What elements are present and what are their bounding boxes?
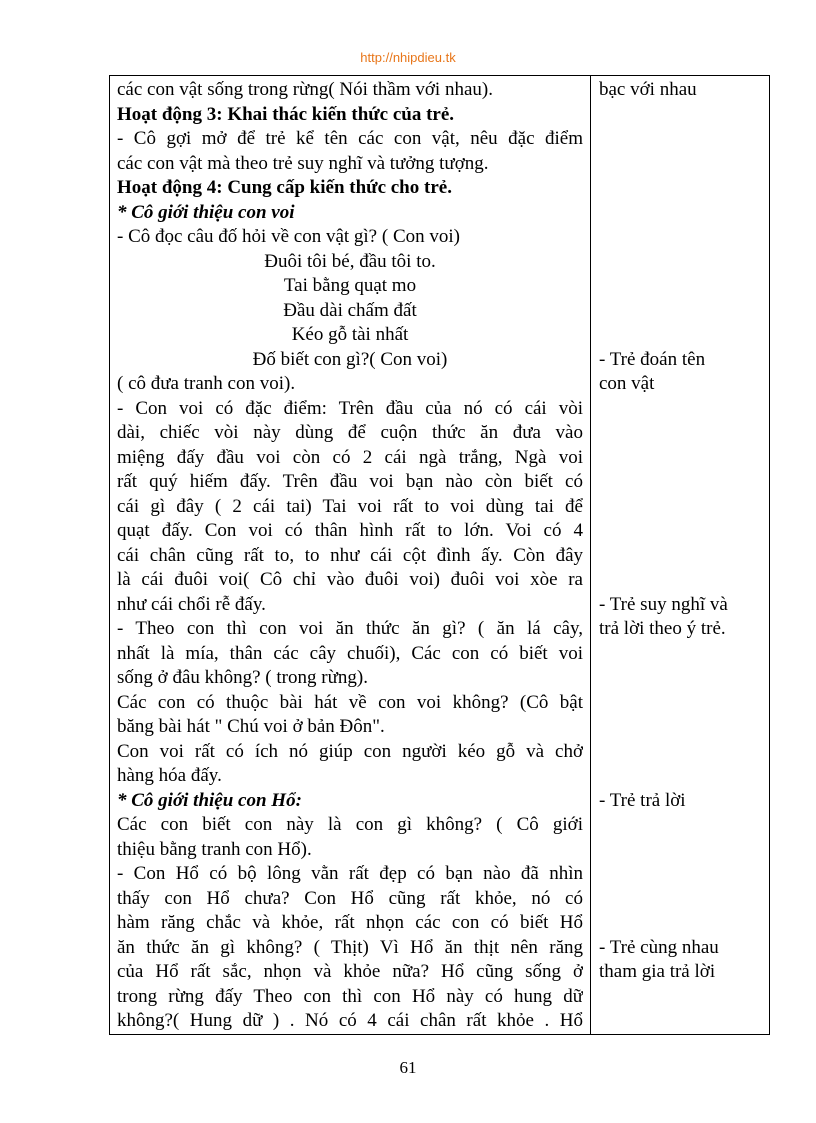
response-note: bạc với nhau: [599, 79, 697, 100]
text-line: - Cô gợi mở để trẻ kể tên các con vật, nêu đặc điểm: [117, 128, 583, 149]
text-line: Kéo gỗ tài nhất: [291, 324, 409, 345]
text-line: Con voi rất có ích nó giúp con người kéo gỗ và chở: [117, 740, 583, 762]
text-line: các con vật mà theo trẻ suy nghĩ và tưởng tượng.: [117, 152, 489, 174]
text-line: hàng hóa đấy.: [117, 765, 222, 786]
text-line: các con vật sống trong rừng( Nói thầm với nhau).: [117, 79, 493, 100]
text-line: Đố biết con gì?( Con voi): [252, 348, 448, 370]
text-line: * Cô giới thiệu con Hổ:: [117, 789, 302, 811]
page-number: 61: [399, 1058, 417, 1077]
text-line: hàm răng chắc và khỏe, rất nhọn các con có biết Hổ: [117, 912, 583, 933]
text-line: Đầu dài chấm đất: [283, 299, 417, 321]
text-line: thấy con Hổ chưa? Con Hổ cũng rất khỏe, nó có: [117, 887, 583, 909]
text-line: - Theo con thì con voi ăn thức ăn gì? ( ăn lá cây,: [117, 618, 583, 639]
text-line: ăn thức ăn gì không? ( Thịt) Vì Hổ ăn thịt nên răng: [117, 936, 583, 958]
text-line: băng bài hát " Chú voi ở bản Đôn".: [117, 716, 385, 737]
lesson-table: [109, 75, 770, 1035]
activity-column: [110, 76, 591, 1035]
text-line: * Cô giới thiệu con voi: [117, 201, 295, 223]
text-line: như cái chổi rễ đấy.: [117, 593, 266, 615]
text-line: thiệu bằng tranh con Hổ).: [117, 838, 312, 860]
text-line: - Con voi có đặc điểm: Trên đầu của nó có cái vòi: [117, 397, 583, 419]
text-line: Tai bằng quạt mo: [283, 275, 417, 296]
header-url: http://nhipdieu.tk: [360, 50, 456, 65]
text-line: rất quý hiếm đấy. Trên đầu voi bạn nào còn biết có: [117, 471, 583, 492]
child-response-column: [591, 76, 770, 1035]
response-note: - Trẻ cùng nhau: [599, 936, 719, 958]
text-line: - Cô đọc câu đố hỏi về con vật gì? ( Con voi): [117, 226, 460, 247]
text-line: cái chân cũng rất to, to như cái cột đình ấy. Còn đây: [117, 544, 583, 566]
text-line: miệng đấy đầu voi còn có 2 cái ngà trắng, Ngà voi: [117, 446, 583, 468]
text-line: quạt đấy. Con voi có thân hình rất to lớn. Voi có 4: [117, 520, 583, 541]
text-line: của Hổ rất sắc, nhọn và khỏe nữa? Hổ cũng sống ở: [117, 961, 583, 982]
text-line: Hoạt động 4: Cung cấp kiến thức cho trẻ.: [117, 177, 452, 198]
text-line: ( cô đưa tranh con voi).: [117, 373, 296, 394]
response-note: - Trẻ suy nghĩ và: [599, 593, 728, 615]
text-line: là cái đuôi voi( Cô chỉ vào đuôi voi) đuôi voi xòe ra: [117, 569, 583, 590]
activity-text: [110, 76, 590, 1034]
text-line: dài, chiếc vòi này dùng để cuộn thức ăn đưa vào: [117, 422, 583, 443]
text-line: sống ở đâu không? ( trong rừng).: [117, 667, 368, 688]
text-line: cái gì đây ( 2 cái tai) Tai voi rất to voi dùng tai để: [117, 495, 583, 517]
text-line: Các con có thuộc bài hát về con voi không? (Cô bật: [117, 691, 583, 713]
text-line: Đuôi tôi bé, đầu tôi to.: [264, 250, 436, 272]
response-note: - Trẻ đoán tên: [599, 348, 706, 370]
response-note: tham gia trả lời: [599, 961, 716, 982]
response-note: trả lời theo ý trẻ.: [599, 618, 726, 639]
text-line: Hoạt động 3: Khai thác kiến thức của trẻ.: [117, 103, 455, 125]
text-line: không?( Hung dữ ) . Nó có 4 cái chân rất khỏe . Hổ: [117, 1010, 583, 1031]
text-line: - Con Hổ có bộ lông vằn rất đẹp có bạn nào đã nhìn: [117, 863, 583, 884]
response-note: con vật: [599, 373, 655, 394]
text-line: nhất là mía, thân các cây chuối), Các con có biết voi: [117, 642, 583, 664]
text-line: Các con biết con này là con gì không? ( Cô giới: [117, 814, 583, 835]
text-line: trong rừng đấy Theo con thì con Hổ này có hung dữ: [117, 985, 583, 1007]
response-note: - Trẻ trả lời: [599, 789, 686, 811]
